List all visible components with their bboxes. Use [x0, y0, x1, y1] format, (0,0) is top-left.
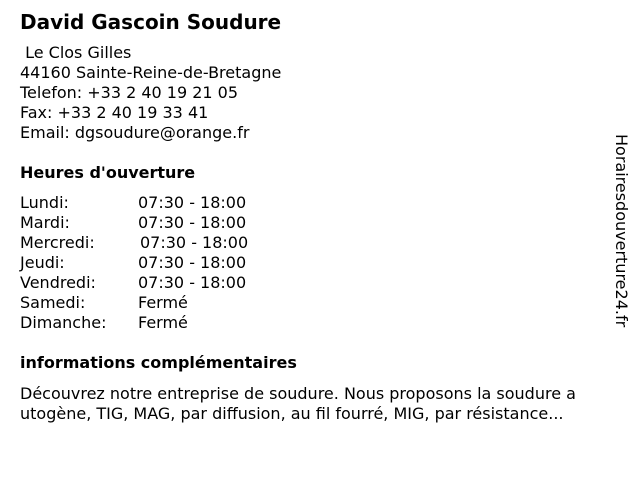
time-value: 07:30 - 18:00 [138, 273, 247, 292]
site-watermark: Horairesdouverture24.fr [612, 134, 631, 328]
time-value: 07:30 - 18:00 [138, 193, 247, 212]
day-label: Samedi: [20, 293, 86, 312]
address-street: Le Clos Gilles [20, 43, 132, 62]
time-value: 07:30 - 18:00 [140, 233, 249, 252]
day-label: Mardi: [20, 213, 70, 232]
additional-info-text [20, 384, 630, 424]
time-value: 07:30 - 18:00 [138, 253, 247, 272]
day-label: Lundi: [20, 193, 69, 212]
hours-row-monday [20, 193, 320, 213]
opening-hours-table [20, 193, 320, 333]
additional-info-heading: informations complémentaires [20, 353, 297, 372]
day-label: Vendredi: [20, 273, 96, 292]
hours-row-friday [20, 273, 320, 293]
day-label: Jeudi: [20, 253, 65, 272]
info-line-2: utogène, TIG, MAG, par diffusion, au fil fourré, MIG, par résistance... [20, 404, 564, 423]
business-name: David Gascoin Soudure [20, 10, 282, 34]
time-value: 07:30 - 18:00 [138, 213, 247, 232]
hours-row-thursday [20, 253, 320, 273]
time-value: Fermé [138, 313, 188, 332]
hours-row-saturday [20, 293, 320, 313]
time-value: Fermé [138, 293, 188, 312]
hours-row-wednesday [20, 233, 320, 253]
hours-row-tuesday [20, 213, 320, 233]
hours-row-sunday [20, 313, 320, 333]
fax-number: Fax: +33 2 40 19 33 41 [20, 103, 209, 122]
contact-block [20, 43, 281, 143]
opening-hours-heading: Heures d'ouverture [20, 163, 196, 182]
day-label: Dimanche: [20, 313, 107, 332]
day-label: Mercredi: [20, 233, 95, 252]
phone-number: Telefon: +33 2 40 19 21 05 [20, 83, 239, 102]
email-address: Email: dgsoudure@orange.fr [20, 123, 250, 142]
info-line-1: Découvrez notre entreprise de soudure. Nous proposons la soudure a [20, 384, 576, 403]
address-city: 44160 Sainte-Reine-de-Bretagne [20, 63, 282, 82]
